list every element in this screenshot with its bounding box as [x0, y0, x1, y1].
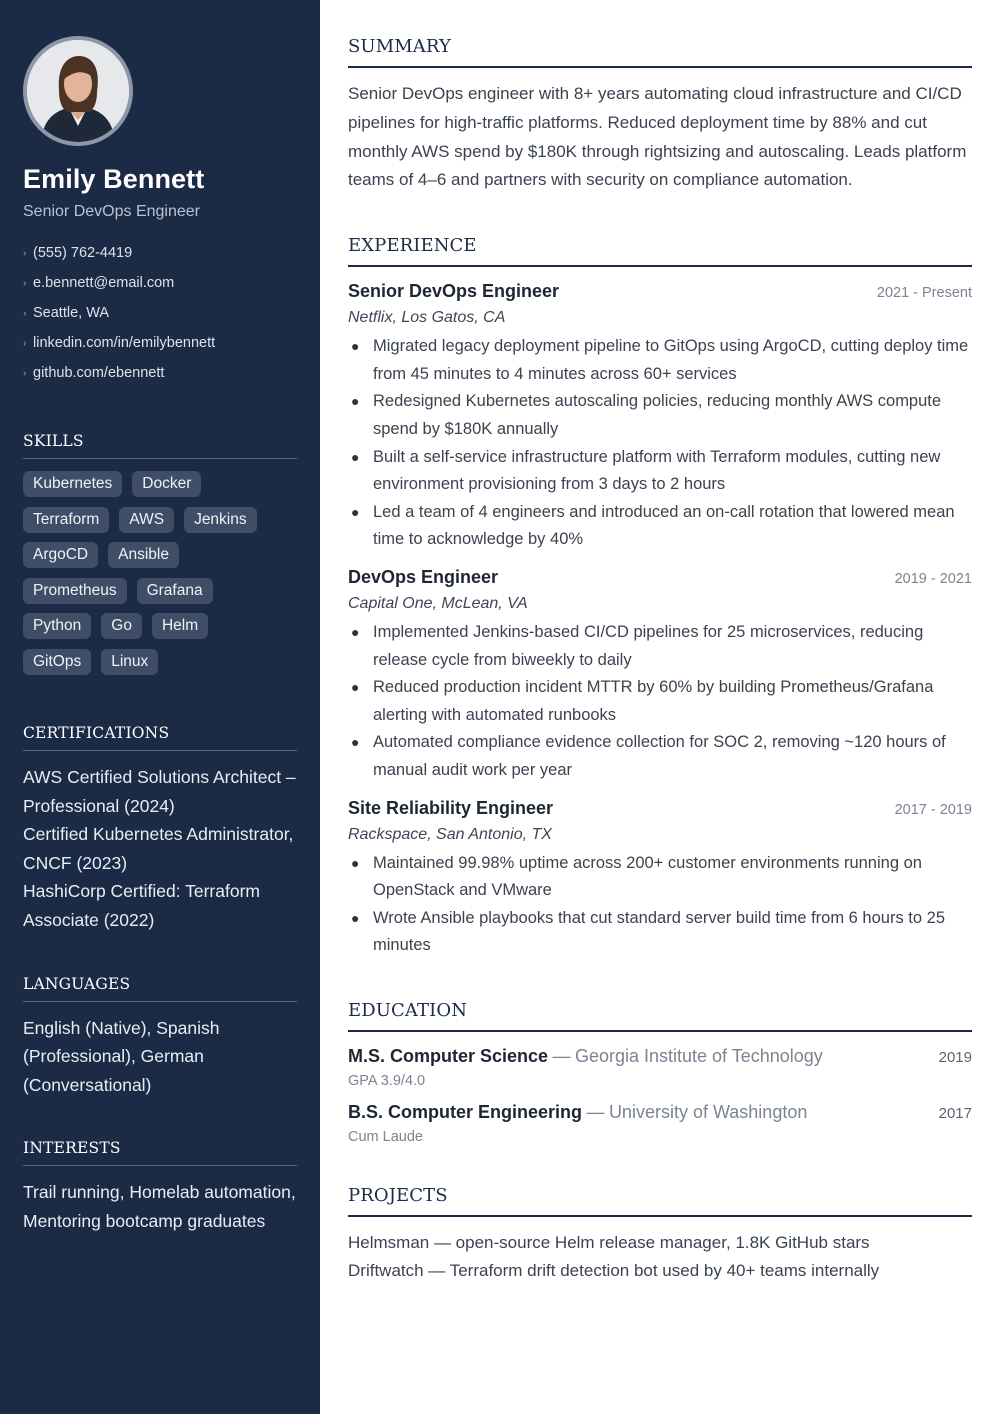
languages-heading: LANGUAGES — [23, 975, 297, 1002]
contact-github[interactable] — [23, 358, 297, 388]
job-bullet — [348, 850, 972, 905]
education-heading: EDUCATION — [348, 1000, 972, 1032]
skill-tag: AWS — [119, 507, 174, 533]
job-header — [348, 281, 972, 302]
skill-tag: Helm — [152, 613, 208, 639]
job-entry — [348, 798, 972, 960]
job-bullet — [348, 619, 972, 674]
summary-text: Senior DevOps engineer with 8+ years automating cloud infrastructure and CI/CD pipelines for high-traffic platforms. Reduced deployment time by 88% and cut monthly AWS spend by $180K through rightsizing and autoscaling. Leads platform teams of 4–6 and partners with security on compliance automation. — [348, 84, 967, 190]
job-header — [348, 798, 972, 819]
job-dates: 2017 - 2019 — [894, 801, 972, 818]
bullet-text: Redesigned Kubernetes autoscaling policies, reducing monthly AWS compute spend by $180K annually — [373, 392, 942, 438]
skill-tag: Terraform — [23, 507, 109, 533]
education-note: GPA 3.9/4.0 — [348, 1072, 426, 1089]
skill-tag: Grafana — [137, 578, 213, 604]
profile-photo-icon — [27, 40, 129, 142]
education-header — [348, 1102, 972, 1123]
education-entry — [348, 1102, 972, 1145]
job-bullet — [348, 674, 972, 729]
bullet-dot-icon: ● — [351, 448, 360, 465]
skill-tag: Python — [23, 613, 91, 639]
education-separator: — — [586, 1101, 605, 1122]
job-company: Netflix, Los Gatos, CA — [348, 309, 506, 327]
job-entry — [348, 567, 972, 785]
languages-text: English (Native), Spanish (Professional), German (Conversational) — [23, 1017, 220, 1095]
education-degree: B.S. Computer Engineering — [348, 1101, 583, 1122]
education-year: 2019 — [938, 1048, 972, 1066]
candidate-role: Senior DevOps Engineer — [23, 203, 200, 220]
projects-list — [348, 1229, 972, 1286]
contact-value: github.com/ebennett — [33, 365, 165, 381]
education-line — [348, 1102, 807, 1123]
bullet-text: Automated compliance evidence collection for SOC 2, removing ~120 hours of manual audit work per year — [373, 733, 946, 779]
projects-section — [348, 1185, 972, 1286]
job-company: Rackspace, San Antonio, TX — [348, 825, 552, 843]
job-dates: 2021 - Present — [876, 285, 972, 302]
sidebar — [0, 0, 320, 1414]
certification-item: Certified Kubernetes Administrator, CNCF (2023) — [23, 824, 294, 873]
job-header — [348, 567, 972, 588]
contact-value: e.bennett@email.com — [33, 275, 175, 291]
project-item: Helmsman — open-source Helm release manager, 1.8K GitHub stars — [348, 1232, 870, 1252]
bullet-text: Migrated legacy deployment pipeline to GitOps using ArgoCD, cutting deploy time from 45 minutes to 4 minutes across 60+ services — [373, 337, 969, 383]
certification-item: HashiCorp Certified: Terraform Associate (2022) — [23, 881, 260, 930]
job-company: Capital One, McLean, VA — [348, 594, 528, 612]
education-header — [348, 1046, 972, 1067]
job-entry — [348, 281, 972, 554]
summary-section — [348, 36, 972, 195]
main-content — [320, 0, 1000, 1414]
job-title: Senior DevOps Engineer — [348, 281, 560, 302]
project-item: Driftwatch — Terraform drift detection bot used by 40+ teams internally — [348, 1261, 880, 1281]
education-year: 2017 — [938, 1104, 972, 1122]
experience-section — [348, 235, 972, 960]
bullet-text: Wrote Ansible playbooks that cut standard server build time from 6 hours to 25 minutes — [373, 908, 945, 955]
education-school: University of Washington — [608, 1101, 808, 1122]
job-bullet — [348, 333, 972, 388]
bullet-dot-icon: ● — [351, 393, 360, 410]
job-title: DevOps Engineer — [348, 566, 499, 587]
job-bullets — [348, 619, 972, 785]
education-school: Georgia Institute of Technology — [574, 1045, 823, 1066]
contact-value: Seattle, WA — [33, 305, 110, 321]
bullet-text: Maintained 99.98% uptime across 200+ customer environments running on OpenStack and VMware — [373, 853, 922, 900]
contact-value: linkedin.com/in/emilybennett — [33, 335, 216, 351]
job-bullet — [348, 499, 972, 554]
job-bullet — [348, 729, 972, 784]
skill-tag: Docker — [132, 471, 201, 497]
contact-email[interactable] — [23, 268, 297, 298]
chevron-right-icon: › — [23, 277, 27, 289]
skill-tag: Kubernetes — [23, 471, 122, 497]
job-dates: 2019 - 2021 — [894, 570, 972, 587]
summary-heading: SUMMARY — [348, 36, 972, 68]
bullet-text: Implemented Jenkins-based CI/CD pipelines for 25 microservices, reducing release cycle from biweekly to daily — [373, 622, 924, 669]
bullet-text: Led a team of 4 engineers and introduced an on-call rotation that lowered mean time to acknowledge by 40% — [373, 502, 955, 549]
bullet-text: Built a self-service infrastructure platform with Terraform modules, cutting new environment provisioning from 3 days to 2 hours — [373, 447, 941, 494]
job-bullets — [348, 333, 972, 554]
bullet-text: Reduced production incident MTTR by 60% by building Prometheus/Grafana alerting with automated runbooks — [373, 678, 934, 724]
bullet-dot-icon: ● — [351, 909, 360, 926]
contact-phone — [23, 238, 297, 268]
skill-tag: Ansible — [108, 542, 179, 568]
avatar — [23, 36, 133, 146]
chevron-right-icon: › — [23, 367, 27, 379]
contact-location — [23, 298, 297, 328]
education-note: Cum Laude — [348, 1128, 423, 1145]
skill-tag: Go — [101, 613, 142, 639]
skill-tag: Prometheus — [23, 578, 127, 604]
skills-heading: SKILLS — [23, 432, 297, 459]
bullet-dot-icon: ● — [351, 854, 360, 871]
education-line — [348, 1046, 823, 1067]
education-section — [348, 1000, 972, 1145]
job-bullet — [348, 905, 972, 960]
contact-value: (555) 762-4419 — [33, 245, 133, 261]
chevron-right-icon: › — [23, 307, 27, 319]
bullet-dot-icon: ● — [351, 734, 360, 751]
certifications-heading: CERTIFICATIONS — [23, 724, 297, 751]
bullet-dot-icon: ● — [351, 338, 360, 355]
bullet-dot-icon: ● — [351, 623, 360, 640]
bullet-dot-icon: ● — [351, 503, 360, 520]
candidate-name: Emily Bennett — [23, 164, 205, 194]
interests-text: Trail running, Homelab automation, Mentoring bootcamp graduates — [23, 1182, 296, 1231]
chevron-right-icon: › — [23, 337, 27, 349]
skill-tag: GitOps — [23, 649, 91, 675]
job-bullets — [348, 850, 972, 960]
certification-item: AWS Certified Solutions Architect – Professional (2024) — [23, 767, 296, 816]
skill-tag: Jenkins — [184, 507, 257, 533]
job-bullet — [348, 444, 972, 499]
education-separator: — — [552, 1045, 571, 1066]
job-bullet — [348, 388, 972, 443]
bullet-dot-icon: ● — [351, 679, 360, 696]
skill-tag: Linux — [101, 649, 158, 675]
interests-heading: INTERESTS — [23, 1139, 297, 1166]
chevron-right-icon: › — [23, 247, 27, 259]
education-entry — [348, 1046, 972, 1089]
education-degree: M.S. Computer Science — [348, 1045, 549, 1066]
certifications-list — [23, 763, 297, 935]
contact-linkedin[interactable] — [23, 328, 297, 358]
skill-tag: ArgoCD — [23, 542, 98, 568]
experience-heading: EXPERIENCE — [348, 235, 972, 267]
skills-tags — [23, 471, 297, 684]
projects-heading: PROJECTS — [348, 1185, 972, 1217]
contact-list — [23, 238, 297, 388]
job-title: Site Reliability Engineer — [348, 797, 554, 818]
